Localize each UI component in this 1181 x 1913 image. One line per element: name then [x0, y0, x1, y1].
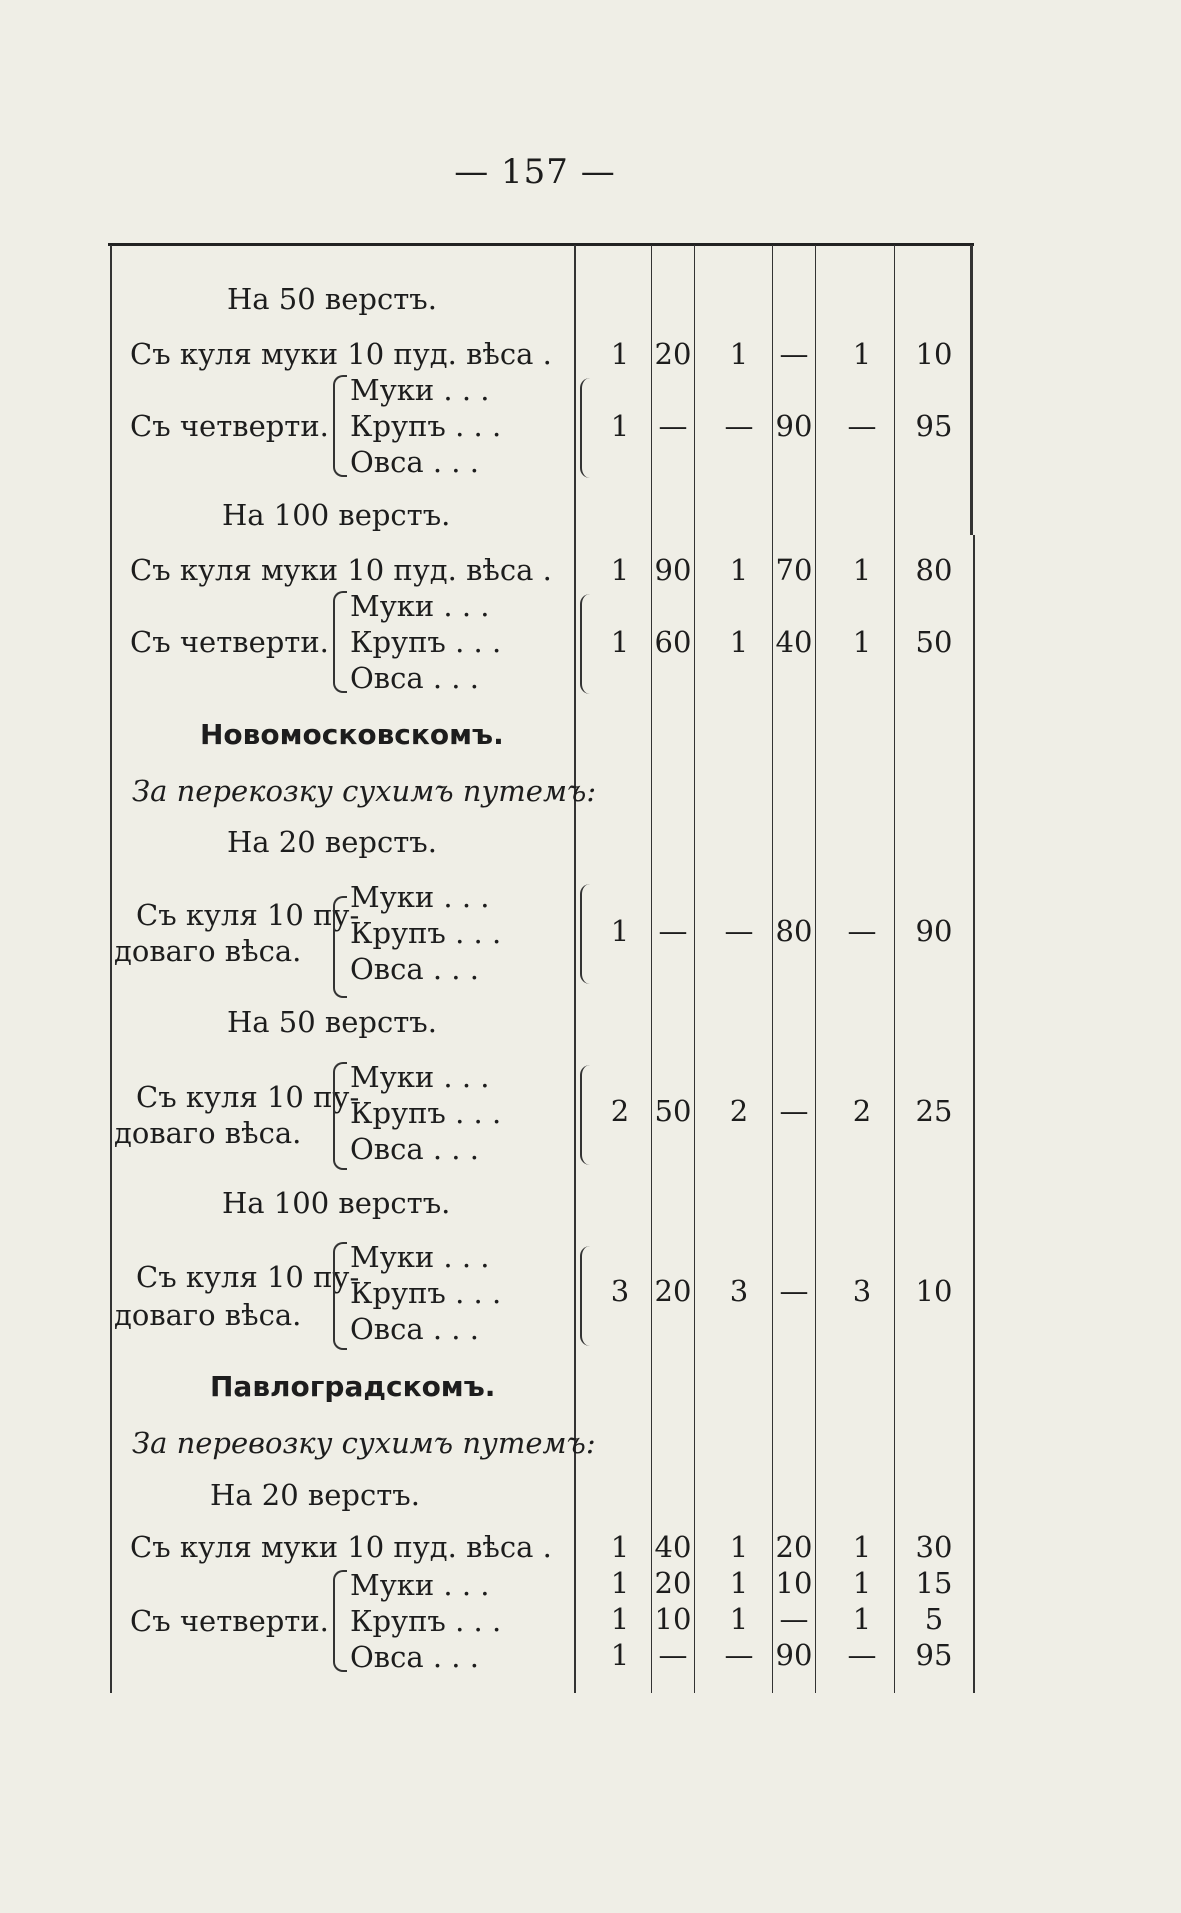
- cell: 2: [610, 1094, 630, 1128]
- cell: 90: [775, 409, 813, 443]
- item-label: Овса . . .: [350, 1132, 479, 1166]
- cell: 2: [852, 1094, 872, 1128]
- item-label: Муки . . .: [350, 1568, 490, 1602]
- item-label: Муки . . .: [350, 880, 490, 914]
- cell: —: [724, 409, 754, 443]
- cell: 1: [610, 409, 630, 443]
- column-divider-5: [815, 245, 816, 1693]
- item-label: Овса . . .: [350, 445, 479, 479]
- column-divider-6: [894, 245, 895, 1693]
- cell: —: [779, 1274, 809, 1308]
- value-brace: [580, 884, 592, 984]
- cell: 1: [729, 553, 749, 587]
- column-divider-1: [574, 245, 576, 1693]
- item-label: Крупъ . . .: [350, 916, 502, 950]
- subheading: На 20 верстъ.: [227, 825, 437, 859]
- row-label: Съ куля муки 10 пуд. вѣса .: [130, 1530, 552, 1564]
- table-top-rule: [108, 243, 974, 246]
- left-brace: [333, 375, 347, 477]
- value-brace: [580, 1065, 592, 1165]
- transport-note: За перевозку сухимъ путемъ:: [132, 1426, 596, 1460]
- cell: 40: [654, 1530, 692, 1564]
- item-label: Муки . . .: [350, 373, 490, 407]
- cell: —: [847, 914, 877, 948]
- cell: 3: [852, 1274, 872, 1308]
- cell: —: [847, 409, 877, 443]
- row-label: Съ куля 10 пу-: [136, 1080, 360, 1114]
- item-label: Овса . . .: [350, 661, 479, 695]
- cell: 15: [915, 1566, 953, 1600]
- item-label: Крупъ . . .: [350, 625, 502, 659]
- cell: 80: [915, 553, 953, 587]
- cell: 60: [654, 625, 692, 659]
- cell: 10: [654, 1602, 692, 1636]
- cell: 3: [729, 1274, 749, 1308]
- column-divider-4: [772, 245, 773, 1693]
- cell: 1: [729, 625, 749, 659]
- cell: 1: [610, 1566, 630, 1600]
- cell: 20: [654, 1274, 692, 1308]
- cell: —: [779, 337, 809, 371]
- row-label: Съ куля муки 10 пуд. вѣса .: [130, 337, 552, 371]
- cell: 1: [610, 1530, 630, 1564]
- cell: 1: [610, 914, 630, 948]
- row-label: Съ куля 10 пу-: [136, 1260, 360, 1294]
- row-label: доваго вѣса.: [114, 934, 302, 968]
- cell: 90: [775, 1638, 813, 1672]
- cell: 40: [775, 625, 813, 659]
- cell: 80: [775, 914, 813, 948]
- row-label: доваго вѣса.: [114, 1298, 302, 1332]
- subheading: На 50 верстъ.: [227, 1005, 437, 1039]
- cell: 30: [915, 1530, 953, 1564]
- cell: 1: [852, 625, 872, 659]
- row-label: Съ четверти.: [130, 409, 329, 443]
- cell: —: [658, 409, 688, 443]
- item-label: Крупъ . . .: [350, 1276, 502, 1310]
- cell: 50: [915, 625, 953, 659]
- subheading: На 20 верстъ.: [210, 1478, 420, 1512]
- cell: 1: [852, 1566, 872, 1600]
- cell: —: [658, 914, 688, 948]
- item-label: Муки . . .: [350, 1060, 490, 1094]
- item-label: Овса . . .: [350, 1312, 479, 1346]
- left-brace: [333, 1570, 347, 1672]
- section-heading: Новомосковскомъ.: [200, 718, 504, 751]
- subheading: На 100 верстъ.: [222, 1186, 451, 1220]
- item-label: Крупъ . . .: [350, 1604, 502, 1638]
- cell: 50: [654, 1094, 692, 1128]
- transport-note: За перекозку сухимъ путемъ:: [132, 774, 597, 808]
- cell: 25: [915, 1094, 953, 1128]
- item-label: Овса . . .: [350, 952, 479, 986]
- cell: —: [847, 1638, 877, 1672]
- cell: 1: [610, 553, 630, 587]
- column-divider-2: [651, 245, 652, 1693]
- table-left-border: [110, 245, 112, 1693]
- column-divider-3: [694, 245, 695, 1693]
- cell: 95: [915, 409, 953, 443]
- item-label: Крупъ . . .: [350, 1096, 502, 1130]
- cell: —: [658, 1638, 688, 1672]
- item-label: Муки . . .: [350, 1240, 490, 1274]
- cell: 20: [775, 1530, 813, 1564]
- cell: —: [779, 1602, 809, 1636]
- cell: 95: [915, 1638, 953, 1672]
- cell: 1: [610, 337, 630, 371]
- table-right-border-lower: [973, 535, 975, 1693]
- cell: 2: [729, 1094, 749, 1128]
- cell: 1: [852, 553, 872, 587]
- left-brace: [333, 896, 347, 998]
- cell: 20: [654, 1566, 692, 1600]
- row-label: Съ куля 10 пу-: [136, 898, 360, 932]
- left-brace: [333, 1062, 347, 1170]
- cell: 10: [775, 1566, 813, 1600]
- cell: 20: [654, 337, 692, 371]
- cell: 10: [915, 337, 953, 371]
- item-label: Муки . . .: [350, 589, 490, 623]
- cell: 1: [729, 1602, 749, 1636]
- cell: 70: [775, 553, 813, 587]
- row-label: Съ четверти.: [130, 625, 329, 659]
- page-number: — 157 —: [454, 152, 616, 192]
- cell: 1: [610, 625, 630, 659]
- cell: 1: [610, 1602, 630, 1636]
- left-brace: [333, 591, 347, 693]
- cell: 1: [610, 1638, 630, 1672]
- value-brace: [580, 378, 592, 478]
- cell: 90: [915, 914, 953, 948]
- value-brace: [580, 594, 592, 694]
- row-label: Съ куля муки 10 пуд. вѣса .: [130, 553, 552, 587]
- item-label: Крупъ . . .: [350, 409, 502, 443]
- cell: 1: [729, 1566, 749, 1600]
- table-right-border: [970, 245, 973, 535]
- cell: 1: [729, 337, 749, 371]
- item-label: Овса . . .: [350, 1640, 479, 1674]
- cell: —: [779, 1094, 809, 1128]
- cell: 90: [654, 553, 692, 587]
- cell: 1: [852, 1530, 872, 1564]
- subheading: На 100 верстъ.: [222, 498, 451, 532]
- left-brace: [333, 1242, 347, 1350]
- subheading: На 50 верстъ.: [227, 282, 437, 316]
- cell: 10: [915, 1274, 953, 1308]
- cell: 1: [852, 1602, 872, 1636]
- row-label: доваго вѣса.: [114, 1116, 302, 1150]
- section-heading: Павлоградскомъ.: [210, 1370, 496, 1403]
- row-label: Съ четверти.: [130, 1604, 329, 1638]
- cell: —: [724, 914, 754, 948]
- cell: —: [724, 1638, 754, 1672]
- value-brace: [580, 1246, 592, 1346]
- cell: 1: [729, 1530, 749, 1564]
- cell: 5: [924, 1602, 944, 1636]
- cell: 1: [852, 337, 872, 371]
- cell: 3: [610, 1274, 630, 1308]
